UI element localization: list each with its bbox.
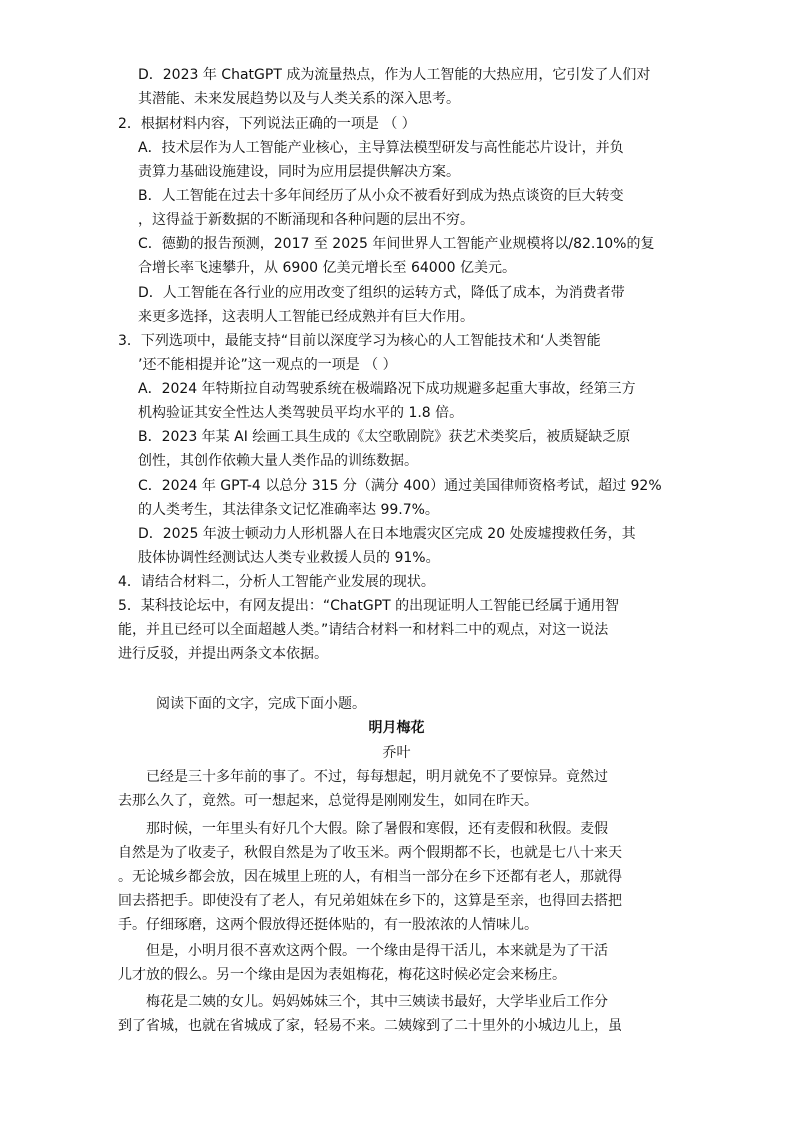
q5-stem-line2: 能，并且已经可以全面超越人类。”请结合材料一和材料二中的观点，对这一说法 — [118, 622, 609, 638]
q3-option-b-line1: B．2023 年某 AI 绘画工具生成的《太空歌剧院》获艺术类奖后，被质疑缺乏原 — [138, 429, 631, 445]
q3-option-c-line2: 的人类考生，其法律条文记忆准确率达 99.7%。 — [138, 502, 439, 518]
q3-option-c-line1: C．2024 年 GPT-4 以总分 315 分（满分 400）通过美国律师资格考试，超过 92% — [138, 478, 662, 494]
story-paragraph-4-line2: 到了省城，也就在省城成了家，轻易不来。二姨嫁到了二十里外的小城边儿上，虽 — [118, 1018, 622, 1034]
story-title: 明月梅花 — [368, 720, 425, 736]
story-paragraph-3-line2: 儿才放的假么。另一个缘由是因为表姐梅花，梅花这时候必定会来杨庄。 — [118, 967, 566, 983]
q1-option-d-line1: D．2023 年 ChatGPT 成为流量热点，作为人工智能的大热应用，它引发了人们对 — [138, 67, 651, 83]
q3-option-b-line2: 创性，其创作依赖大量人类作品的训练数据。 — [138, 453, 418, 469]
story-paragraph-1-line1: 已经是三十多年前的事了。不过，每每想起，明月就免不了要惊异。竟然过 — [146, 769, 608, 785]
q1-option-d-line2: 其潜能、未来发展趋势以及与人类关系的深入思考。 — [138, 91, 460, 107]
q2-option-a-line1: A．技术层作为人工智能产业核心，主导算法模型研发与高性能芯片设计，并负 — [138, 140, 624, 156]
story-paragraph-2-line5: 手。仔细琢磨，这两个假放得还挺体贴的，有一股浓浓的人情味儿。 — [118, 917, 538, 933]
story-author: 乔叶 — [382, 745, 411, 761]
story-paragraph-2-line1: 那时候，一年里头有好几个大假。除了暑假和寒假，还有麦假和秋假。麦假 — [146, 821, 608, 837]
reading-instruction: 阅读下面的文字，完成下面小题。 — [156, 696, 366, 712]
q2-option-a-line2: 责算力基础设施建设，同时为应用层提供解决方案。 — [138, 164, 460, 180]
q5-stem-line1: 5．某科技论坛中，有网友提出：“ChatGPT 的出现证明人工智能已经属于通用智 — [118, 598, 620, 614]
q2-stem: 2．根据材料内容，下列说法正确的一项是 （ ） — [118, 116, 416, 132]
q3-option-d-line2: 肢体协调性经测试达人类专业救援人员的 91%。 — [138, 550, 440, 566]
q3-stem-line1: 3．下列选项中，最能支持“目前以深度学习为核心的人工智能技术和‘人类智能 — [118, 333, 601, 349]
q2-option-d-line2: 来更多选择，这表明人工智能已经成熟并有巨大作用。 — [138, 309, 474, 325]
story-paragraph-2-line2: 自然是为了收麦子，秋假自然是为了收玉米。两个假期都不长，也就是七八十来天 — [118, 845, 622, 861]
q2-option-b-line2: ，这得益于新数据的不断涌现和各种问题的层出不穷。 — [138, 212, 474, 228]
q4-stem: 4．请结合材料二，分析人工智能产业发展的现状。 — [118, 574, 435, 590]
q3-option-d-line1: D．2025 年波士顿动力人形机器人在日本地震灾区完成 20 处废墟搜救任务，其 — [138, 526, 636, 542]
q3-option-a-line1: A．2024 年特斯拉自动驾驶系统在极端路况下成功规避多起重大事故，经第三方 — [138, 381, 636, 397]
story-paragraph-2-line4: 回去搭把手。即使没有了老人，有兄弟姐妹在乡下的，这算是至亲，也得回去搭把 — [118, 893, 622, 909]
q2-option-b-line1: B．人工智能在过去十多年间经历了从小众不被看好到成为热点谈资的巨大转变 — [138, 188, 624, 204]
q2-option-d-line1: D．人工智能在各行业的应用改变了组织的运转方式，降低了成本，为消费者带 — [138, 285, 625, 301]
story-paragraph-3-line1: 但是，小明月很不喜欢这两个假。一个缘由是得干活儿，本来就是为了干活 — [146, 943, 608, 959]
q5-stem-line3: 进行反驳，并提出两条文本依据。 — [118, 646, 328, 662]
q3-stem-line2: ’还不能相提并论”这一观点的一项是 （ ） — [138, 357, 397, 373]
q2-option-c-line2: 合增长率飞速攀升，从 6900 亿美元增长至 64000 亿美元。 — [138, 260, 516, 276]
q2-option-c-line1: C．德勤的报告预测，2017 至 2025 年间世界人工智能产业规模将以/82.10%的复 — [138, 236, 655, 252]
story-paragraph-2-line3: 。无论城乡都会放，因在城里上班的人，有相当一部分在乡下还都有老人，那就得 — [118, 869, 622, 885]
story-paragraph-1-line2: 去那么久了，竟然。可一想起来，总觉得是刚刚发生，如同在昨天。 — [118, 793, 538, 809]
story-paragraph-4-line1: 梅花是二姨的女儿。妈妈姊妹三个，其中三姨读书最好，大学毕业后工作分 — [146, 994, 608, 1010]
q3-option-a-line2: 机构验证其安全性达人类驾驶员平均水平的 1.8 倍。 — [138, 405, 464, 421]
